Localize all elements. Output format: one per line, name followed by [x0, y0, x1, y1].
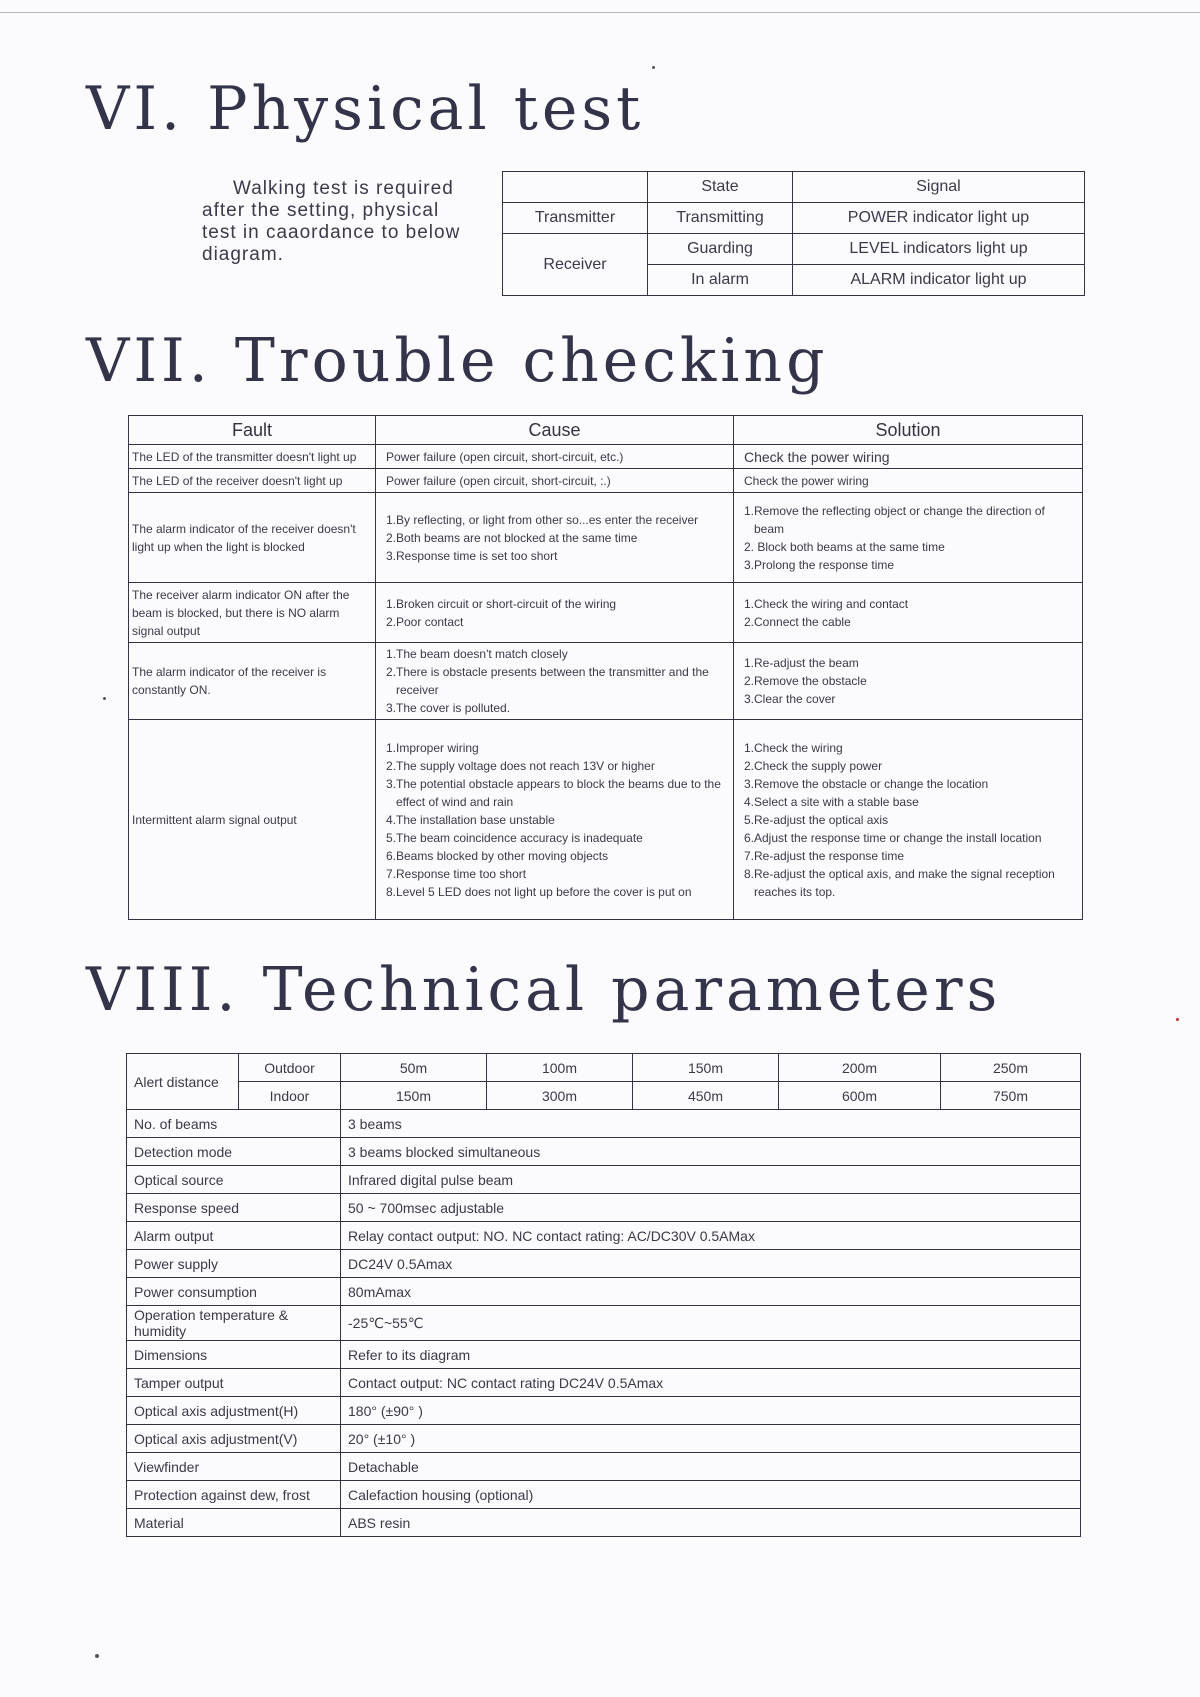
cause-item: 1.Improper wiring [386, 740, 479, 755]
parameter-value: 20° (±10° ) [341, 1425, 1081, 1453]
signal-cell: ALARM indicator light up [793, 265, 1085, 296]
fault-cell: Intermittent alarm signal output [129, 720, 376, 920]
parameter-label: Viewfinder [127, 1453, 341, 1481]
cause-item: 8.Level 5 LED does not light up before the cover is put on [386, 884, 692, 899]
parameter-value: 3 beams [341, 1110, 1081, 1138]
parameter-label: Optical axis adjustment(H) [127, 1397, 341, 1425]
section-title-physical-test: VI. Physical test [86, 74, 645, 144]
parameter-value: Refer to its diagram [341, 1341, 1081, 1369]
outdoor-distance: 200m [779, 1054, 941, 1082]
table-row [127, 1250, 1081, 1278]
state-cell: In alarm [648, 265, 793, 296]
solution-item: 8.Re-adjust the optical axis, and make the signal reception reaches its top. [744, 866, 1055, 899]
state-signal-table [502, 171, 1085, 296]
cause-item: 1.Broken circuit or short-circuit of the wiring [386, 596, 617, 611]
fault-cell: The alarm indicator of the receiver is constantly ON. [129, 643, 376, 720]
header-state: State [648, 172, 793, 203]
scan-speck [103, 697, 106, 700]
table-row [129, 720, 1083, 920]
table-row [127, 1110, 1081, 1138]
solution-item: 1.Remove the reflecting object or change the direction of beam [744, 503, 1045, 536]
parameter-label: Optical source [127, 1166, 341, 1194]
parameter-label: Response speed [127, 1194, 341, 1222]
table-row [129, 469, 1083, 493]
solution-item: 3.Remove the obstacle or change the location [744, 776, 989, 791]
parameter-value: 180° (±90° ) [341, 1397, 1081, 1425]
table-row [129, 643, 1083, 720]
cause-item: 3.Response time is set too short [386, 548, 558, 563]
signal-cell: LEVEL indicators light up [793, 234, 1085, 265]
walking-test-note [202, 178, 492, 266]
parameter-value: DC24V 0.5Amax [341, 1250, 1081, 1278]
indoor-label: Indoor [239, 1082, 341, 1110]
table-row [503, 172, 1085, 203]
cause-item: 3.The cover is polluted. [386, 701, 511, 715]
outdoor-distance: 250m [941, 1054, 1081, 1082]
cause-item: 2.Both beams are not blocked at the same time [386, 530, 638, 545]
table-row [127, 1341, 1081, 1369]
header-signal: Signal [793, 172, 1085, 203]
solution-item: 1.Check the wiring [744, 740, 843, 755]
parameter-label: Protection against dew, frost [127, 1481, 341, 1509]
cause-item: 6.Beams blocked by other moving objects [386, 848, 609, 863]
table-row [127, 1425, 1081, 1453]
parameter-value: 80mAmax [341, 1278, 1081, 1306]
parameter-label: Detection mode [127, 1138, 341, 1166]
header-solution: Solution [734, 416, 1083, 445]
fault-cell: The alarm indicator of the receiver doesn't light up when the light is blocked [129, 493, 376, 583]
note-line: after the setting, physical [202, 200, 440, 221]
signal-cell: POWER indicator light up [793, 203, 1085, 234]
solution-cell [734, 643, 1083, 720]
outdoor-label: Outdoor [239, 1054, 341, 1082]
parameter-label: Alarm output [127, 1222, 341, 1250]
indoor-distance: 300m [487, 1082, 633, 1110]
fault-cell: The LED of the receiver doesn't light up [129, 469, 376, 493]
outdoor-distance: 50m [341, 1054, 487, 1082]
solution-cell [734, 720, 1083, 920]
parameter-value: -25℃~55℃ [341, 1306, 1081, 1341]
solution-item: 4.Select a site with a stable base [744, 794, 919, 809]
scan-speck [652, 66, 655, 69]
section-title-trouble-checking: VII. Trouble checking [86, 326, 829, 396]
solution-item: Check the power wiring [744, 473, 869, 488]
table-row [127, 1138, 1081, 1166]
solution-item: 5.Re-adjust the optical axis [744, 812, 889, 827]
solution-item: 1.Re-adjust the beam [744, 656, 859, 670]
note-line: test in caaordance to below [202, 222, 461, 243]
table-row [127, 1222, 1081, 1250]
parameter-value: 3 beams blocked simultaneous [341, 1138, 1081, 1166]
solution-cell [734, 469, 1083, 493]
table-row [129, 445, 1083, 469]
parameter-value: Contact output: NC contact rating DC24V 0.5Amax [341, 1369, 1081, 1397]
solution-item: 1.Check the wiring and contact [744, 596, 909, 611]
scan-speck [1176, 1018, 1179, 1021]
table-row [503, 203, 1085, 234]
cause-cell [376, 720, 734, 920]
cause-cell [376, 643, 734, 720]
solution-item: 2. Block both beams at the same time [744, 539, 945, 554]
parameter-value: Detachable [341, 1453, 1081, 1481]
solution-item: 2.Connect the cable [744, 614, 851, 629]
parameter-label: Optical axis adjustment(V) [127, 1425, 341, 1453]
state-cell: Guarding [648, 234, 793, 265]
table-row [127, 1453, 1081, 1481]
solution-item: 7.Re-adjust the response time [744, 848, 905, 863]
solution-cell [734, 583, 1083, 643]
top-scan-rule [0, 12, 1200, 13]
outdoor-distance: 150m [633, 1054, 779, 1082]
indoor-distance: 450m [633, 1082, 779, 1110]
table-row [127, 1278, 1081, 1306]
parameter-label: Tamper output [127, 1369, 341, 1397]
note-line: Walking test is required [233, 178, 454, 199]
table-row [129, 583, 1083, 643]
parameter-value: ABS resin [341, 1509, 1081, 1537]
indoor-distance: 600m [779, 1082, 941, 1110]
solution-item: 3.Prolong the response time [744, 557, 895, 572]
table-row [127, 1306, 1081, 1341]
header-cause: Cause [376, 416, 734, 445]
cause-item: 5.The beam coincidence accuracy is inadequate [386, 830, 643, 845]
technical-parameters-table [126, 1053, 1081, 1537]
solution-item: Check the power wiring [744, 448, 890, 465]
parameter-label: Power supply [127, 1250, 341, 1278]
table-row [127, 1509, 1081, 1537]
cause-cell [376, 445, 734, 469]
parameter-value: Infrared digital pulse beam [341, 1166, 1081, 1194]
section-title-technical-parameters: VIII. Technical parameters [86, 955, 1002, 1025]
cause-item: 7.Response time too short [386, 866, 527, 881]
fault-cell: The LED of the transmitter doesn't light up [129, 445, 376, 469]
table-row [127, 1481, 1081, 1509]
table-row [127, 1397, 1081, 1425]
parameter-label: No. of beams [127, 1110, 341, 1138]
parameter-value: Calefaction housing (optional) [341, 1481, 1081, 1509]
table-row [127, 1082, 1081, 1110]
cause-item: Power failure (open circuit, short-circuit, etc.) [386, 449, 624, 464]
solution-cell [734, 445, 1083, 469]
cause-item: 2.Poor contact [386, 614, 464, 629]
parameter-label: Operation temperature & humidity [127, 1306, 341, 1341]
parameter-label: Dimensions [127, 1341, 341, 1369]
table-row [503, 234, 1085, 265]
cause-item: 2.There is obstacle presents between the transmitter and the receiver [386, 665, 709, 697]
cause-item: 3.The potential obstacle appears to block the beams due to the effect of wind and rain [386, 776, 721, 809]
table-row [127, 1369, 1081, 1397]
cause-item: 1.By reflecting, or light from other so...es enter the receiver [386, 512, 699, 527]
table-row [127, 1194, 1081, 1222]
trouble-checking-table [128, 415, 1083, 920]
solution-cell [734, 493, 1083, 583]
cause-item: Power failure (open circuit, short-circuit, :.) [386, 473, 611, 488]
solution-item: 6.Adjust the response time or change the install location [744, 830, 1042, 845]
parameter-label: Material [127, 1509, 341, 1537]
scan-speck [95, 1654, 99, 1658]
cause-cell [376, 583, 734, 643]
cause-item: 1.The beam doesn't match closely [386, 647, 568, 661]
table-row [127, 1054, 1081, 1082]
indoor-distance: 750m [941, 1082, 1081, 1110]
alert-distance-label: Alert distance [127, 1054, 239, 1110]
cause-cell [376, 493, 734, 583]
cause-item: 2.The supply voltage does not reach 13V or higher [386, 758, 655, 773]
table-row [127, 1166, 1081, 1194]
table-row [129, 493, 1083, 583]
parameter-value: 50 ~ 700msec adjustable [341, 1194, 1081, 1222]
note-line: diagram. [202, 244, 284, 265]
header-fault: Fault [129, 416, 376, 445]
solution-item: 3.Clear the cover [744, 692, 836, 706]
solution-item: 2.Check the supply power [744, 758, 883, 773]
device-cell: Receiver [503, 234, 648, 296]
parameter-label: Power consumption [127, 1278, 341, 1306]
outdoor-distance: 100m [487, 1054, 633, 1082]
parameter-value: Relay contact output: NO. NC contact rating: AC/DC30V 0.5AMax [341, 1222, 1081, 1250]
empty-header-cell [503, 172, 648, 203]
solution-item: 2.Remove the obstacle [744, 674, 867, 688]
device-cell: Transmitter [503, 203, 648, 234]
state-cell: Transmitting [648, 203, 793, 234]
fault-cell: The receiver alarm indicator ON after the beam is blocked, but there is NO alarm signal output [129, 583, 376, 643]
indoor-distance: 150m [341, 1082, 487, 1110]
cause-cell [376, 469, 734, 493]
table-header-row [129, 416, 1083, 445]
cause-item: 4.The installation base unstable [386, 812, 555, 827]
